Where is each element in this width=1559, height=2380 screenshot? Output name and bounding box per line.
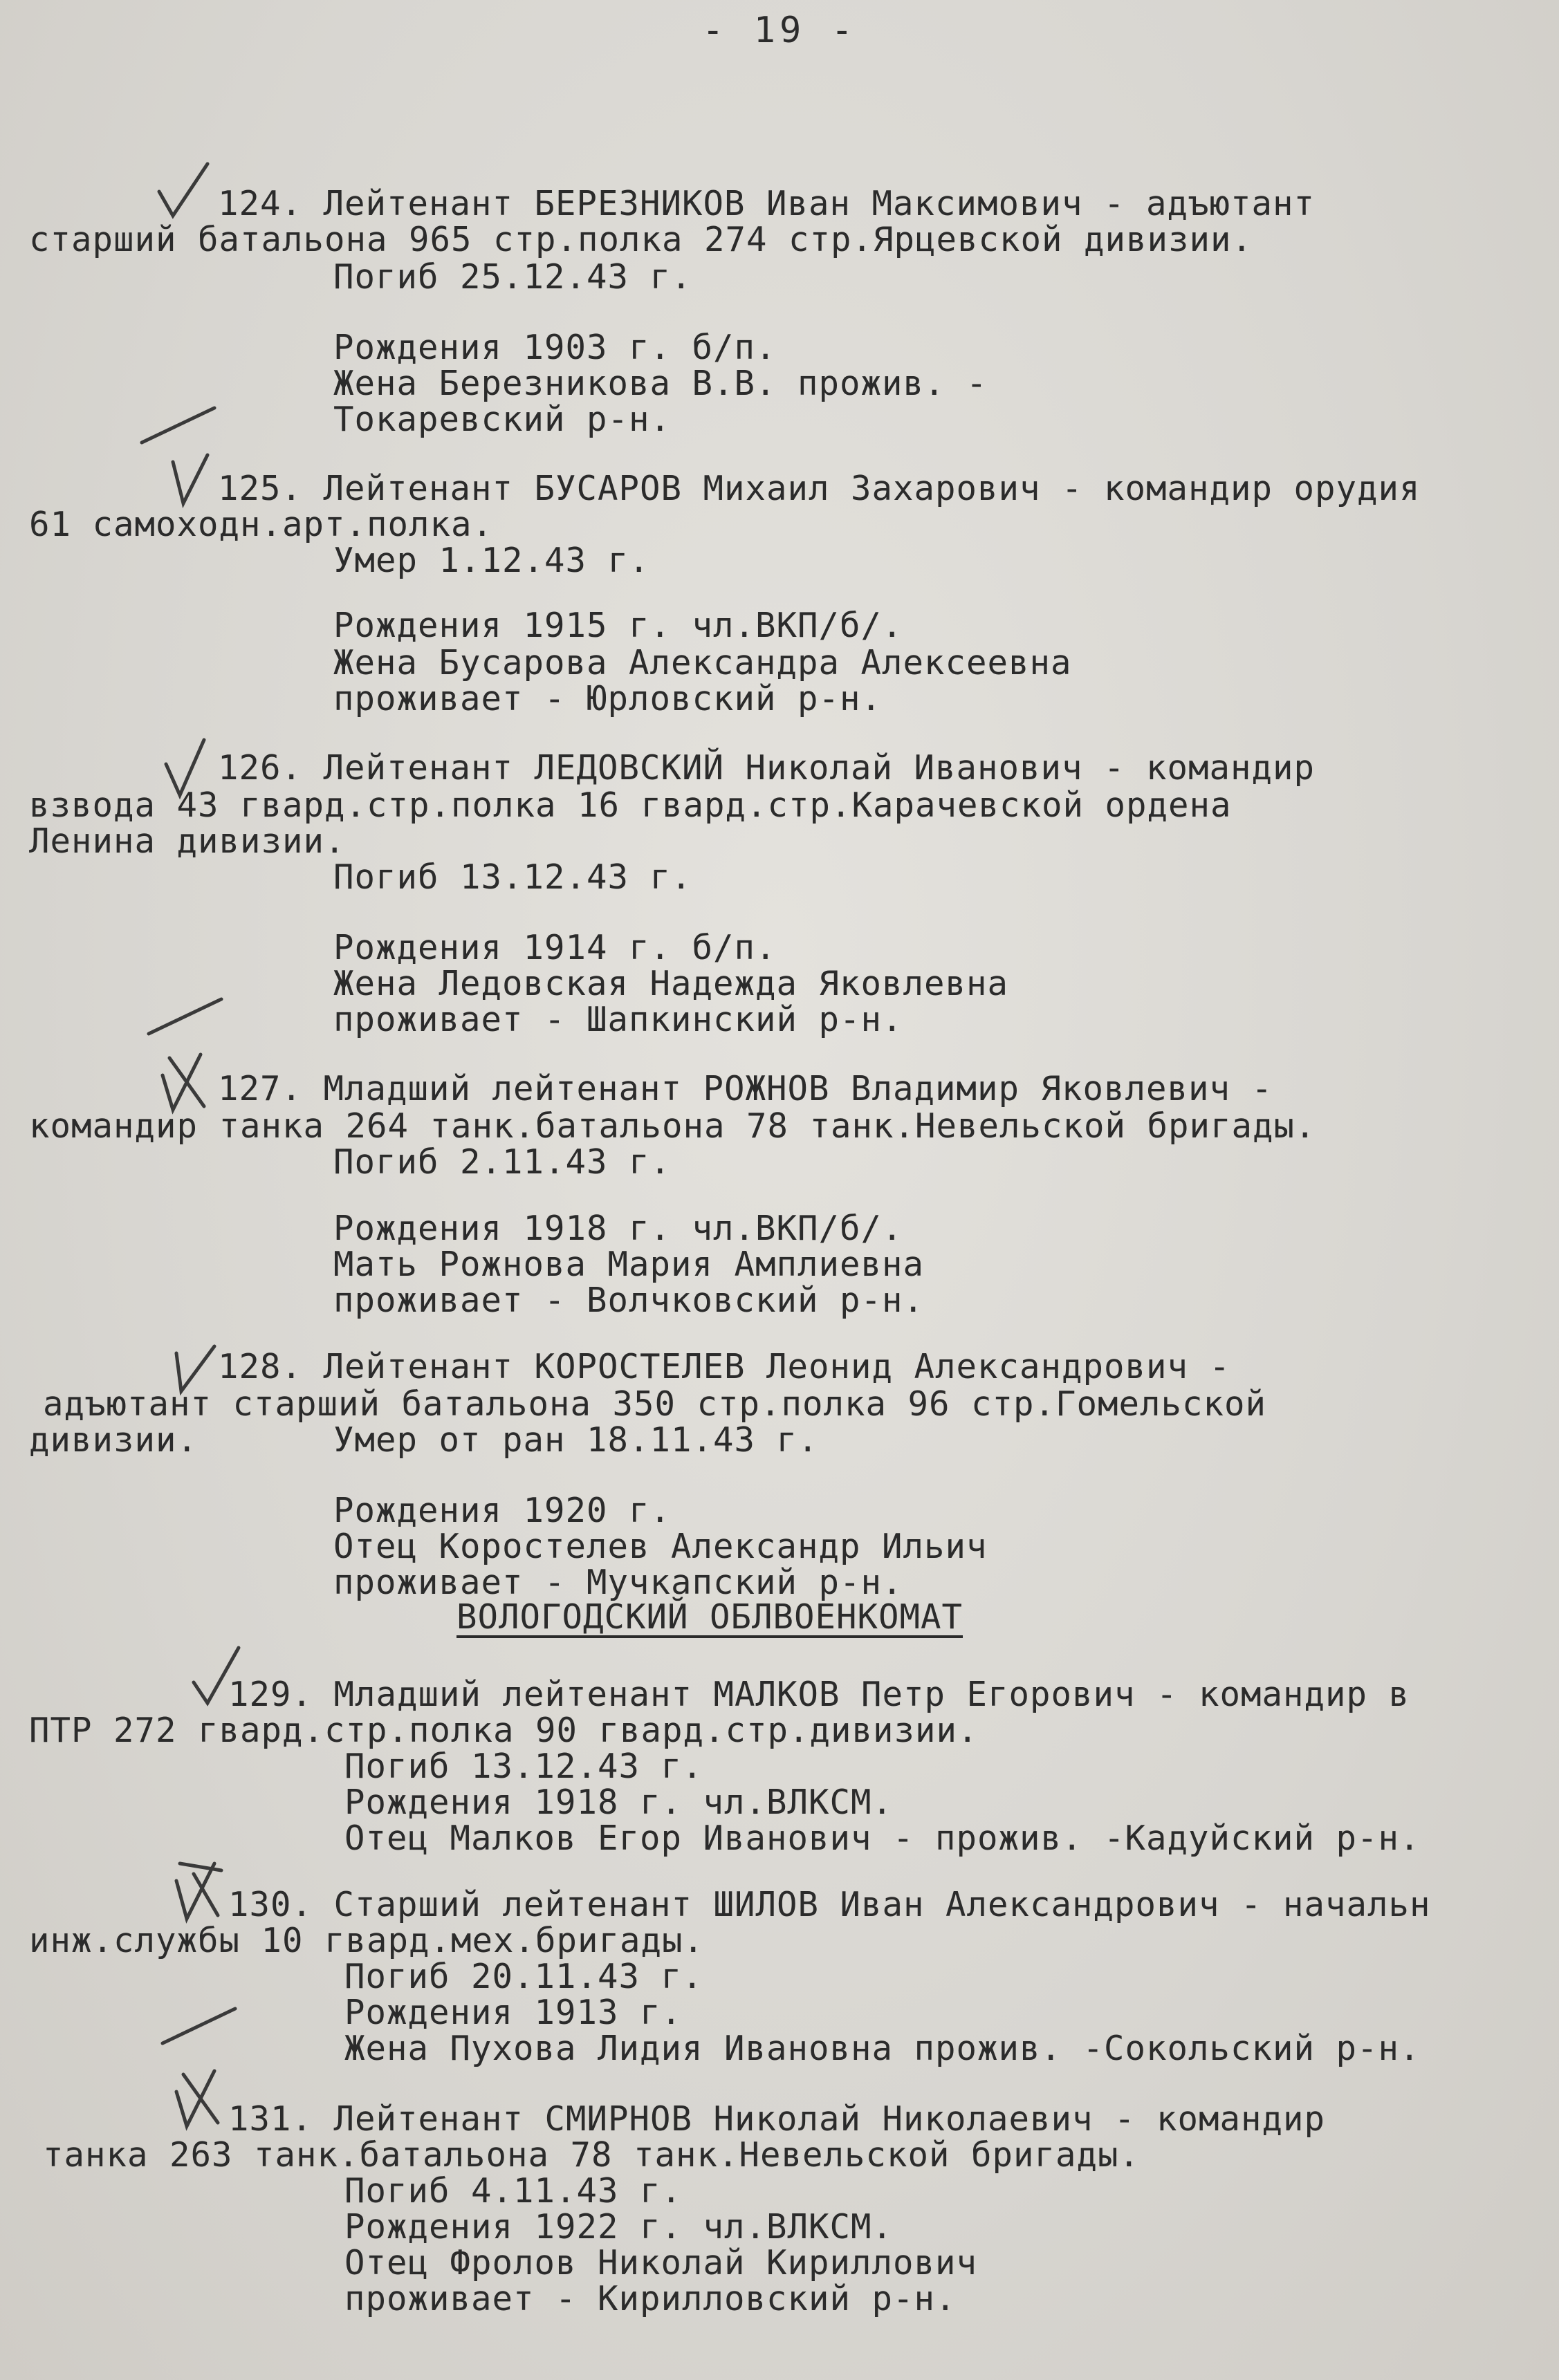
page-number: - 19 - bbox=[702, 10, 857, 51]
entry-text: старший батальона 965 стр.полка 274 стр.Ярцевской дивизии. bbox=[29, 220, 1253, 259]
entry-text: Погиб 13.12.43 г. bbox=[344, 1747, 703, 1786]
entry-heading: 127. Младший лейтенант РОЖНОВ Владимир Яковлевич - bbox=[218, 1069, 1273, 1108]
entry-text: Рождения 1914 г. б/п. bbox=[333, 928, 777, 967]
entry-text: Погиб 20.11.43 г. bbox=[344, 1957, 703, 1996]
section-heading: ВОЛОГОДСКИЙ ОБЛВОЕНКОМАТ bbox=[456, 1597, 963, 1637]
entry-heading: 126. Лейтенант ЛЕДОВСКИЙ Николай Иванович - командир bbox=[218, 748, 1316, 788]
entry-text: Погиб 4.11.43 г. bbox=[344, 2171, 683, 2211]
entry-text: Отец Фролов Николай Кириллович bbox=[344, 2243, 978, 2283]
entry-text: Рождения 1913 г. bbox=[344, 1993, 683, 2032]
entry-text: ПТР 272 гвард.стр.полка 90 гвард.стр.дивизии. bbox=[29, 1711, 979, 1750]
entry-text: Умер 1.12.43 г. bbox=[333, 541, 650, 580]
entry-text: Рождения 1918 г. чл.ВКП/б/. bbox=[333, 1209, 903, 1248]
entry-text: Жена Ледовская Надежда Яковлевна bbox=[333, 964, 1009, 1003]
entry-text: дивизии. bbox=[29, 1420, 199, 1460]
entry-heading: 124. Лейтенант БЕРЕЗНИКОВ Иван Максимович - адъютант bbox=[218, 184, 1316, 223]
entry-heading: 131. Лейтенант СМИРНОВ Николай Николаевич - командир bbox=[228, 2099, 1326, 2139]
slash-mark-icon bbox=[138, 405, 221, 446]
entry-heading: 125. Лейтенант БУСАРОВ Михаил Захарович - командир орудия bbox=[218, 469, 1421, 508]
entry-text: Рождения 1922 г. чл.ВЛКСМ. bbox=[344, 2207, 894, 2247]
entry-text: проживает - Волчковский р-н. bbox=[333, 1281, 925, 1320]
check-icon bbox=[152, 160, 228, 223]
entry-text: Жена Березникова В.В. прожив. - bbox=[333, 364, 988, 403]
entry-text: Умер от ран 18.11.43 г. bbox=[333, 1420, 819, 1460]
entry-text: проживает - Юрловский р-н. bbox=[333, 679, 883, 718]
entry-text: инж.службы 10 гвард.мех.бригады. bbox=[29, 1921, 705, 1960]
entry-text: взвода 43 гвард.стр.полка 16 гвард.стр.Карачевской ордена bbox=[29, 785, 1232, 825]
entry-text: Рождения 1903 г. б/п. bbox=[333, 328, 777, 367]
entry-text: 61 самоходн.арт.полка. bbox=[29, 505, 494, 544]
entry-text: Погиб 13.12.43 г. bbox=[333, 857, 692, 897]
entry-text: Мать Рожнова Мария Амплиевна bbox=[333, 1245, 925, 1284]
slash-mark-icon bbox=[159, 2005, 242, 2047]
entry-text: проживает - Мучкапский р-н. bbox=[333, 1563, 903, 1602]
entry-text: Жена Пухова Лидия Ивановна прожив. -Сокольский р-н. bbox=[344, 2029, 1421, 2068]
entry-text: Отец Малков Егор Иванович - прожив. -Кадуйский р-н. bbox=[344, 1819, 1421, 1858]
entry-heading: 129. Младший лейтенант МАЛКОВ Петр Егорович - командир в bbox=[228, 1675, 1410, 1714]
entry-text: Жена Бусарова Александра Алексеевна bbox=[333, 643, 1072, 682]
entry-text: Погиб 25.12.43 г. bbox=[333, 257, 692, 297]
entry-text: командир танка 264 танк.батальона 78 танк.Невельской бригады. bbox=[29, 1106, 1316, 1146]
entry-text: Рождения 1915 г. чл.ВКП/б/. bbox=[333, 606, 903, 645]
entry-text: адъютант старший батальона 350 стр.полка 96 стр.Гомельской bbox=[43, 1384, 1267, 1424]
entry-text: Рождения 1920 г. bbox=[333, 1491, 672, 1530]
entry-text: Ленина дивизии. bbox=[29, 821, 346, 861]
check-icon bbox=[152, 448, 228, 510]
slash-mark-icon bbox=[145, 996, 228, 1037]
entry-text: танка 263 танк.батальона 78 танк.Невельской бригады. bbox=[43, 2135, 1141, 2175]
entry-text: Токаревский р-н. bbox=[333, 400, 672, 439]
entry-text: Отец Коростелев Александр Ильич bbox=[333, 1527, 988, 1566]
entry-text: Погиб 2.11.43 г. bbox=[333, 1142, 672, 1182]
entry-heading: 130. Старший лейтенант ШИЛОВ Иван Александрович - начальн bbox=[228, 1885, 1431, 1924]
entry-text: Рождения 1918 г. чл.ВЛКСМ. bbox=[344, 1783, 894, 1822]
entry-text: проживает - Шапкинский р-н. bbox=[333, 1000, 903, 1039]
entry-heading: 128. Лейтенант КОРОСТЕЛЕВ Леонид Александрович - bbox=[218, 1347, 1231, 1386]
entry-text: проживает - Кирилловский р-н. bbox=[344, 2279, 957, 2318]
check-x-icon bbox=[152, 1051, 228, 1113]
